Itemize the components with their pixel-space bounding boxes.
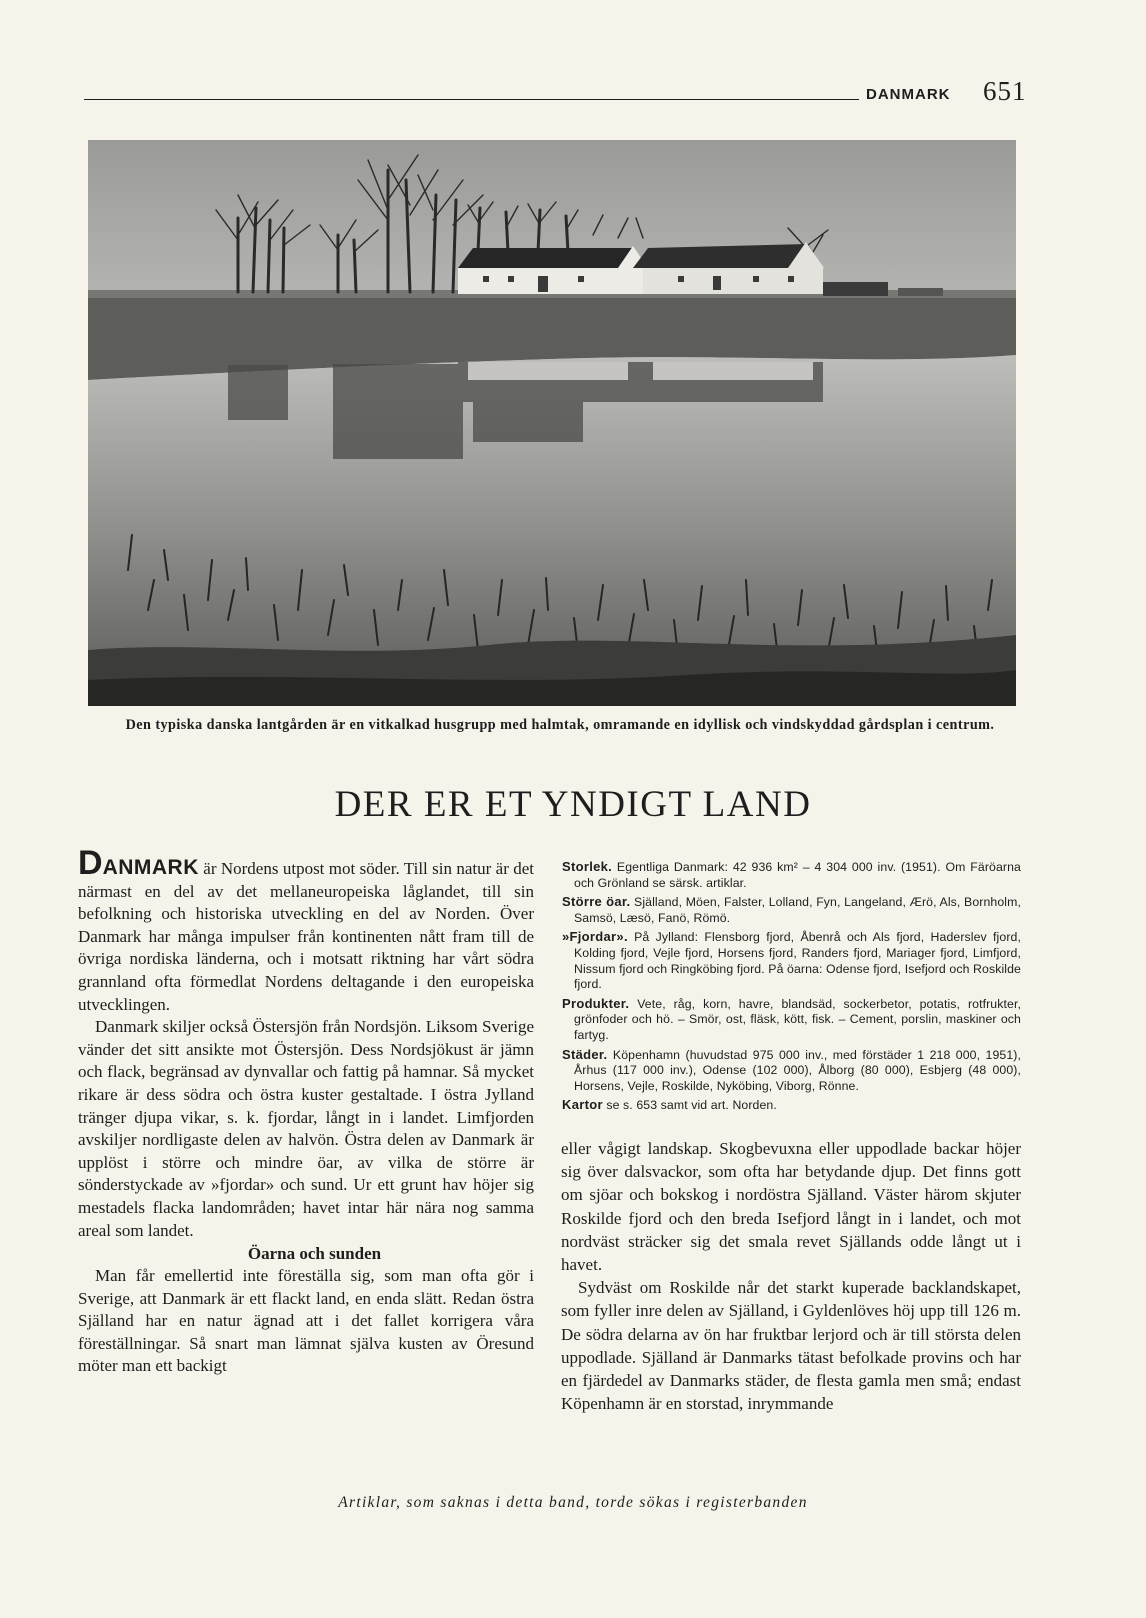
fact-item: Kartor se s. 653 samt vid art. Norden. [562,1097,777,1113]
header-rule [84,99,859,100]
dropcap: DANMARK [78,844,199,882]
paragraph-3: Man får emellertid inte föreställa sig, som man ofta gör i Sverige, att Danmark är ett flackt land, en enda slätt. Redan östra Själland har en natur ägnad att i det fallet korrigera våra föreställningar. Så snart man lämnat själva kusten av Öresund möter man ett backigt [78,1266,534,1376]
fact-item: Produkter. Vete, råg, korn, havre, blandsäd, sockerbetor, potatis, rotfrukter, grönfoder och hö. – Smör, ost, fläsk, kött, fisk. – Cement, porslin, maskiner och fartyg. [562,995,1021,1042]
fact-item: Större öar. Själland, Möen, Falster, Lolland, Fyn, Langeland, Ærö, Als, Bornholm, Samsö, Læsö, Fanö, Römö. [562,894,1021,925]
article-title: DER ER ET YNDIGT LAND [334,784,812,825]
paragraph-5: Sydväst om Roskilde når det starkt kuperade backlandskapet, som fyller inre delen av Själland, i Gyldenlöves höj upp till 126 m. De södra delarna av ön har fruktbar lerjord och är till största delen uppodlade. Själland är Danmarks tätast befolkade provins och har en fjärdedel av Danmarks städer, de flesta gamla men små; endast Köpenhamn är en storstad, inrymmande [561,1278,1021,1414]
photo-caption: Den typiska danska lantgården är en vitkalkad husgrupp med halmtak, omramande en idyllisk och vindskyddad gårdsplan i centrum. [125,717,995,733]
footer-note: Artiklar, som saknas i detta band, torde sökas i registerbanden [338,1494,808,1511]
paragraph-4: eller vågigt landskap. Skogbevuxna eller uppodlade backar höjer sig över dalsvackor, som ofta har betydande djup. Det finns gott om sjöar och bokskog i nordöstra Själland. Väster härom skjuter Roskilde fjord och den breda Isefjord långt in i landet, och mot nordväst sträcker sig det smala revet Själlands odde långt ut i havet. [561,1139,1021,1275]
farmhouse-pond-photo-icon [88,140,1016,706]
fact-box [562,859,1021,1117]
paragraph-2: Danmark skiljer också Östersjön från Nordsjön. Liksom Sverige vänder det sitt ansikte mot Östersjön. Dess Nordsjökust är jämn och flack, begränsad av dynvallar och fattig på hamnar. Så mycket rikare är dess södra och östra kuster gestaltade. I östra Jylland tränger djupa vikar, s. k. fjordar, långt in i landet. Limfjorden avskiljer nordligaste delen av halvön. Östra delen av Danmark är upplöst i större och mindre öar, av vilka de större är sönderstyckade av »fjordar» och sund. Ur ett grunt hav höjer sig mestadels flacka landområden; havet intar här nära nog samma areal som landet. [78,1017,534,1240]
farmhouse-photo [88,140,1016,706]
subheading: Öarna och sunden [247,1244,382,1264]
left-column [78,844,535,1378]
page-number: 651 [983,76,1027,106]
fact-item: Storlek. Egentliga Danmark: 42 936 km² – 4 304 000 inv. (1951). Om Färöarna och Grönland se särsk. artiklar. [562,859,1021,890]
fact-item: »Fjordar». På Jylland: Flensborg fjord, Åbenrå och Als fjord, Haderslev fjord, Kolding fjord, Vejle fjord, Horsens fjord, Randers fjord, Mariager fjord, Limfjord, Nissum fjord och Ringköbing fjord. På öarna: Odense fjord, Isefjord och Roskilde fjord. [562,929,1021,992]
intro-paragraph: DANMARK är Nordens utpost mot söder. Till sin natur är det närmast en del av det mellaneuropeiska låglandet, till sin befolkning och historiska utveckling en del av Norden. Över Danmark har många impulser från kontinenten nått fram till de övriga nordiska länderna, och i motsatt riktning har vårt södra grannland ofta förmedlat Nordens deltagande i den europeiska utvecklingen. [78,844,535,1014]
fact-item: Städer. Köpenhamn (huvudstad 975 000 inv., med förstäder 1 218 000, 1951), Århus (117 000 inv.), Odense (102 000), Ålborg (80 000), Esbjerg (48 000), Horsens, Vejle, Roskilde, Nyköbing, Viborg, Rönne. [562,1046,1021,1093]
running-head: DANMARK [866,86,951,103]
right-column [561,1137,1021,1415]
